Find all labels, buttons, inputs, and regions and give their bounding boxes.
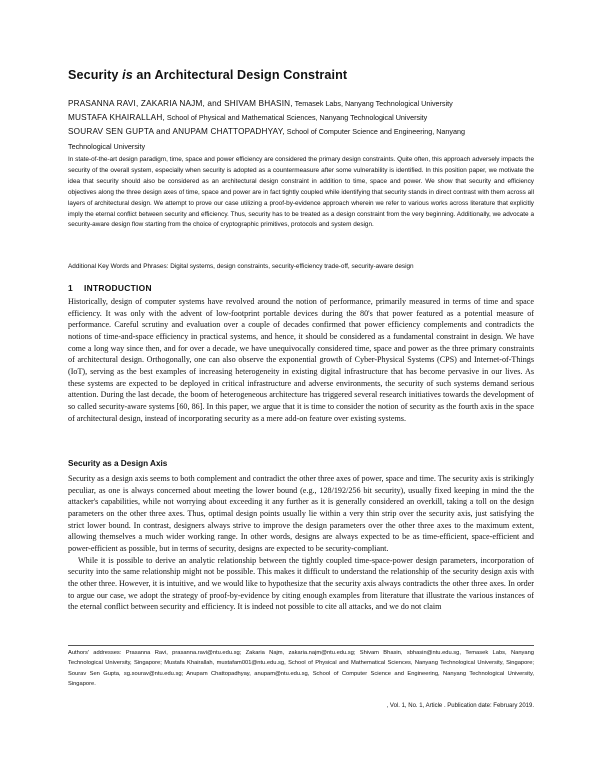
intro-body bbox=[68, 296, 534, 424]
subsection-heading: Security as a Design Axis bbox=[68, 459, 168, 468]
author-line-2: MUSTAFA KHAIRALLAH, School of Physical and Mathematical Sciences, Nanyang Technological University bbox=[68, 113, 428, 123]
author-line-4: Technological University bbox=[68, 141, 146, 151]
footnote-divider bbox=[68, 645, 534, 646]
intro-paragraph: Historically, design of computer systems have revolved around the notion of performance, primarily measured in terms of time and space efficiency. It was only with the advent of low-footprint portable devices during the 80's that power featured as a potential measure of performance. Careful scrutiny and evaluation over a couple of decades confirmed that power efficiency complements and contradicts the notions of time-and-space efficiency in practical systems, and hence, it should be considered as a fundamental constraint in design. We have come a long way since then, and for over a decade, we have unequivocally considered time, space and power as the three primary constraints of architectural design. Orthogonally, one can also observe the exponential growth of Cyber-Physical Systems (CPS) and Internet-of-Things (IoT), serving as the best examples of increasing heterogeneity in existing digital infrastructure that has become pervasive in our lives. As these systems are expected to be deployed in critical infrastructure and adverse environments, the security of such systems demand serious attention. During the last decade, the boom of heterogeneous architecture has triggered several research initiatives towards the development of so called security-aware systems [60, 86]. In this paper, we argue that it is time to consider the notion of security as the fourth axis in the space of architectural design, instead of incorporating security as a mere add-on feature over existing systems. bbox=[68, 297, 534, 423]
abstract: In state-of-the-art design paradigm, time, space and power efficiency are considered the primary design constraints. Quite often, this approach adversely impacts the security of the overall system, especially when security is adopted as a countermeasure after some vulnerability is identified. In this position paper, we motivate the idea that security should also be considered as an architectural design constraint in addition to time, space and power. We show that security and efficiency objectives along the three design axes of time, space and power are in fact tightly coupled while identifying that security stands in direct contrast with them across all layers of architectural design. We attempt to prove our case utilizing a proof-by-evidence approach wherein we refer to various works across literature that explicitly imply the eternal conflict between security and efficiency. Thus, security has to be treated as a design constraint from the very beginning. Additionally, we advocate a security-aware design flow starting from the choice of cryptographic primitives, protocols and system design. bbox=[68, 156, 534, 229]
title-part-3: an Architectural Design Constraint bbox=[132, 68, 348, 82]
author-line-3: SOURAV SEN GUPTA and ANUPAM CHATTOPADHYAY, School of Computer Science and Engineering, Nanyang bbox=[68, 127, 465, 137]
author-addresses-footnote: Authors' addresses: Prasanna Ravi, prasanna.ravi@ntu.edu.sg; Zakaria Najm, zakaria.najm@ntu.edu.sg; Shivam Bhasin, sbhasin@ntu.edu.sg, Temasek Labs, Nanyang Technological University, Singapore; Mustafa Khairallah, mustafam001@ntu.edu.sg, School of Physical and Mathematical Sciences, Nanyang Technological University, Singapore; Sourav Sen Gupta, sg.sourav@ntu.edu.sg; Anupam Chattopadhyay, anupam@ntu.edu.sg, School of Computer Science and Engineering, Nanyang Technological University, Singapore. bbox=[68, 650, 534, 687]
axis-paragraph-2: While it is possible to derive an analytic relationship between the tightly coupled time-space-power design parameters, incorporation of security into the same relationship might not be possible. This makes it difficult to understand the relationship of the security design axis with the other three. However, it is intuitive, and we would like to hypothesize that the security axis always contradicts the other three axes. In order to argue our case, we adopt the strategy of proof-by-evidence by citing enough examples from literature that illustrate the various instances of the eternal conflict between security and efficiency. It is indeed not possible to cite all attacks, and we do not claim bbox=[68, 555, 534, 612]
keywords: Additional Key Words and Phrases: Digital systems, design constraints, security-efficiency trade-off, security-aware design bbox=[68, 263, 414, 270]
title-part-1: Security bbox=[68, 68, 123, 82]
page-footer: , Vol. 1, No. 1, Article . Publication date: February 2019. bbox=[386, 703, 534, 709]
title-part-2: is bbox=[122, 68, 133, 82]
section-title: INTRODUCTION bbox=[84, 283, 152, 293]
section-heading bbox=[68, 283, 152, 293]
paper-title bbox=[68, 68, 347, 82]
axis-body bbox=[68, 473, 534, 613]
section-number: 1 bbox=[68, 283, 73, 293]
author-line-1: PRASANNA RAVI, ZAKARIA NAJM, and SHIVAM BHASIN, Temasek Labs, Nanyang Technological University bbox=[68, 99, 453, 108]
author-block bbox=[68, 97, 534, 154]
axis-paragraph-1: Security as a design axis seems to both complement and contradict the other three axes of power, space and time. The security axis is strikingly peculiar, as one is always concerned about meeting the lower bound (e.g., 128/192/256 bit security), usually fixed keeping in mind the the attacker's capabilities, while not worrying about exceeding it any further as it is generally considered an overkill, taking a toll on the design parameters on the other three axes. Thus, optimal design points usually lie within a very thin strip over the security axis, just satisfying the strict lower bound. In contrast, designers always strive to improve the design parameters over the other three axes to the maximum extent, allowing themselves a much wider working range. In other words, designs are always expected to be as time-efficient, space-efficient and power-efficient as possible, but in terms of security, designs are expected to be security-compliant. bbox=[68, 474, 534, 553]
